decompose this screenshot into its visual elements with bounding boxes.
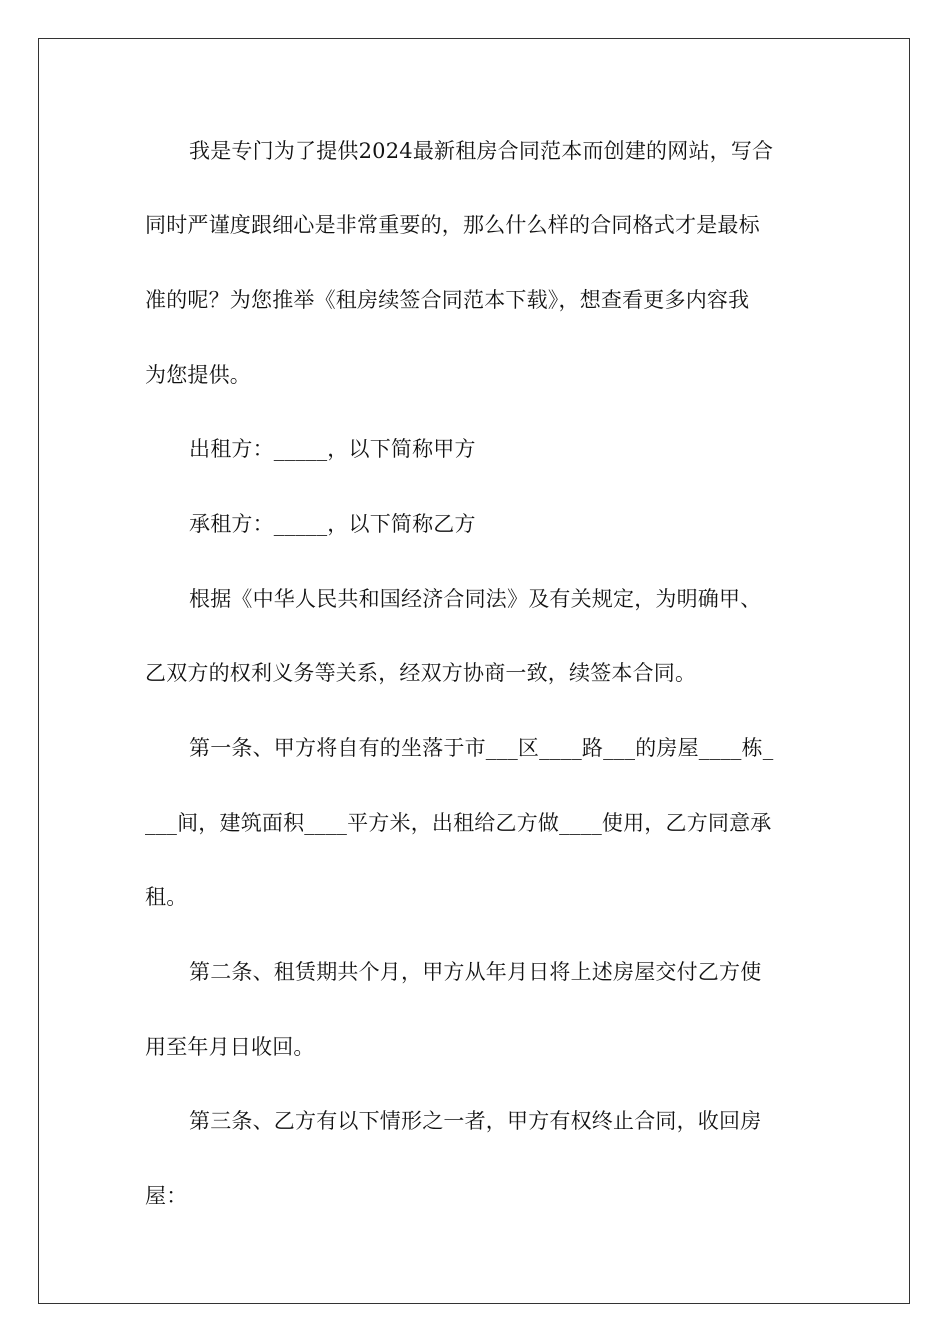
intro-paragraph-line-3: 准的呢？为您推举《租房续签合同范本下载》，想查看更多内容我	[145, 288, 750, 312]
lessee-line: 承租方：_____，以下简称乙方	[189, 512, 476, 536]
intro-paragraph-line-2: 同时严谨度跟细心是非常重要的，那么什么样的合同格式才是最标	[145, 213, 760, 237]
article-2-line-1: 第二条、租赁期共个月，甲方从年月日将上述房屋交付乙方使	[189, 960, 762, 984]
basis-paragraph-line-1: 根据《中华人民共和国经济合同法》及有关规定，为明确甲、	[189, 587, 762, 611]
article-1-line-3: 租。	[145, 885, 188, 909]
intro-paragraph-line-1: 我是专门为了提供2024最新租房合同范本而创建的网站，写合	[189, 139, 774, 163]
intro-paragraph-line-4: 为您提供。	[145, 363, 251, 387]
article-1-line-1: 第一条、甲方将自有的坐落于市___区____路___的房屋____栋_	[189, 736, 774, 760]
article-3-line-2: 屋：	[145, 1184, 188, 1208]
article-2-line-2: 用至年月日收回。	[145, 1035, 315, 1059]
article-1-line-2: ___间，建筑面积____平方米，出租给乙方做____使用，乙方同意承	[145, 811, 772, 835]
basis-paragraph-line-2: 乙双方的权利义务等关系，经双方协商一致，续签本合同。	[145, 661, 697, 685]
article-3-line-1: 第三条、乙方有以下情形之一者，甲方有权终止合同，收回房	[189, 1109, 762, 1133]
lessor-line: 出租方：_____，以下简称甲方	[189, 437, 476, 461]
